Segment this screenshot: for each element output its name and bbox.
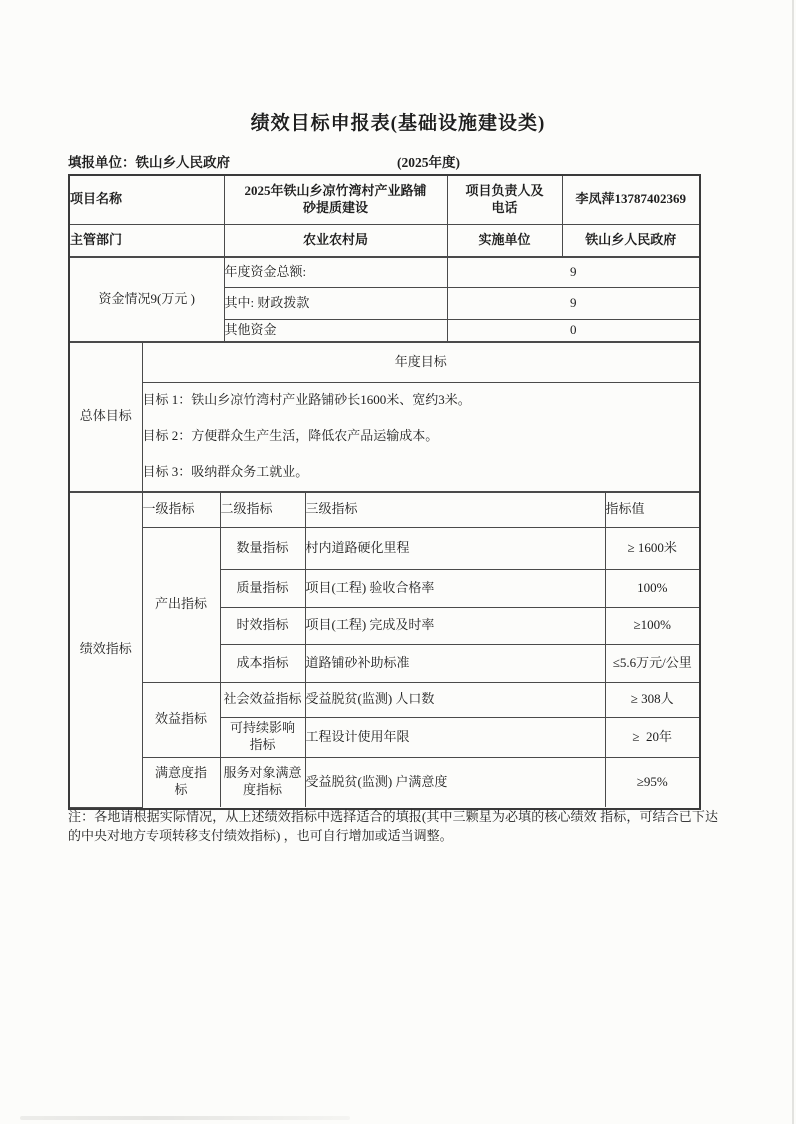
indicator-section-label: 绩效指标	[70, 492, 142, 807]
report-unit-label: 填报单位：铁山乡人民政府	[68, 155, 230, 170]
impl-unit-label: 实施单位	[447, 224, 562, 256]
funding-fiscal-value: 9	[447, 287, 699, 319]
funding-other-value: 0	[447, 319, 699, 341]
impl-unit-value: 铁山乡人民政府	[562, 224, 699, 256]
indicator-l2: 数量指标	[220, 527, 305, 569]
group-satisfaction-label: 满意度指标	[142, 757, 220, 807]
goal-line-3: 目标 3：吸纳群众务工就业。	[142, 464, 309, 480]
indicator-value: ≤5.6万元/公里	[605, 644, 699, 682]
indicator-value: ≥ 1600米	[605, 527, 699, 569]
meta-row	[68, 151, 697, 171]
header-level1: 一级指标	[142, 492, 220, 527]
header-level2: 二级指标	[220, 492, 305, 527]
indicator-l3: 受益脱贫(监测) 人口数	[305, 682, 605, 717]
indicator-l2: 服务对象满意度指标	[220, 757, 305, 807]
year-label: (2025年度)	[397, 155, 460, 170]
scan-edge-artifact	[792, 0, 794, 1124]
indicator-l2: 社会效益指标	[220, 682, 305, 717]
indicator-l2: 时效指标	[220, 607, 305, 644]
indicator-l3: 道路铺砂补助标准	[305, 644, 605, 682]
indicator-value: ≥ 20年	[605, 717, 699, 757]
project-name-label: 项目名称	[70, 176, 224, 224]
goal-line-2: 目标 2：方便群众生产生活，降低农产品运输成本。	[142, 428, 439, 444]
footnote: 注：各地请根据实际情况，从上述绩效指标中选择适合的填报(其中三颗星为必填的核心绩效 指标，可结合已下达的中央对地方专项转移支付绩效指标) ，也可自行增加或适当调整。	[68, 809, 718, 843]
indicator-l3: 项目(工程) 完成及时率	[305, 607, 605, 644]
project-name-value: 2025年铁山乡凉竹湾村产业路铺砂提质建设	[224, 176, 447, 224]
indicator-section	[70, 492, 699, 808]
header-value: 指标值	[605, 492, 699, 527]
indicator-l2: 质量指标	[220, 569, 305, 607]
info-section	[70, 176, 699, 257]
page-title: 绩效目标申报表(基础设施建设类)	[250, 113, 546, 134]
scan-bottom-artifact	[20, 1116, 350, 1120]
indicator-l3: 工程设计使用年限	[305, 717, 605, 757]
funding-label: 资金情况9(万元 )	[70, 257, 224, 341]
indicator-value: ≥95%	[605, 757, 699, 807]
indicator-value: 100%	[605, 569, 699, 607]
indicator-value: ≥ 308人	[605, 682, 699, 717]
indicator-l2: 可持续影响指标	[220, 717, 305, 757]
leader-label: 项目负责人及电话	[447, 176, 562, 224]
form-table	[68, 174, 701, 810]
annual-goal-header: 年度目标	[142, 342, 699, 382]
funding-section	[70, 257, 699, 342]
funding-total-label: 年度资金总额:	[224, 257, 447, 287]
funding-total-value: 9	[447, 257, 699, 287]
indicator-l3: 项目(工程) 验收合格率	[305, 569, 605, 607]
group-benefit-label: 效益指标	[142, 682, 220, 757]
indicator-l2: 成本指标	[220, 644, 305, 682]
header-level3: 三级指标	[305, 492, 605, 527]
annual-goal-cell	[142, 382, 699, 491]
group-output-label: 产出指标	[142, 527, 220, 682]
overall-goal-section	[70, 342, 699, 492]
overall-goal-label: 总体目标	[70, 342, 142, 491]
indicator-value: ≥100%	[605, 607, 699, 644]
goal-line-1: 目标 1：铁山乡凉竹湾村产业路铺砂长1600米、宽约3米。	[142, 392, 471, 408]
indicator-l3: 村内道路硬化里程	[305, 527, 605, 569]
indicator-l3: 受益脱贫(监测) 户满意度	[305, 757, 605, 807]
leader-value: 李凤萍13787402369	[562, 176, 699, 224]
funding-other-label: 其他资金	[224, 319, 447, 341]
dept-value: 农业农村局	[224, 224, 447, 256]
dept-label: 主管部门	[70, 224, 224, 256]
funding-fiscal-label: 其中: 财政拨款	[224, 287, 447, 319]
